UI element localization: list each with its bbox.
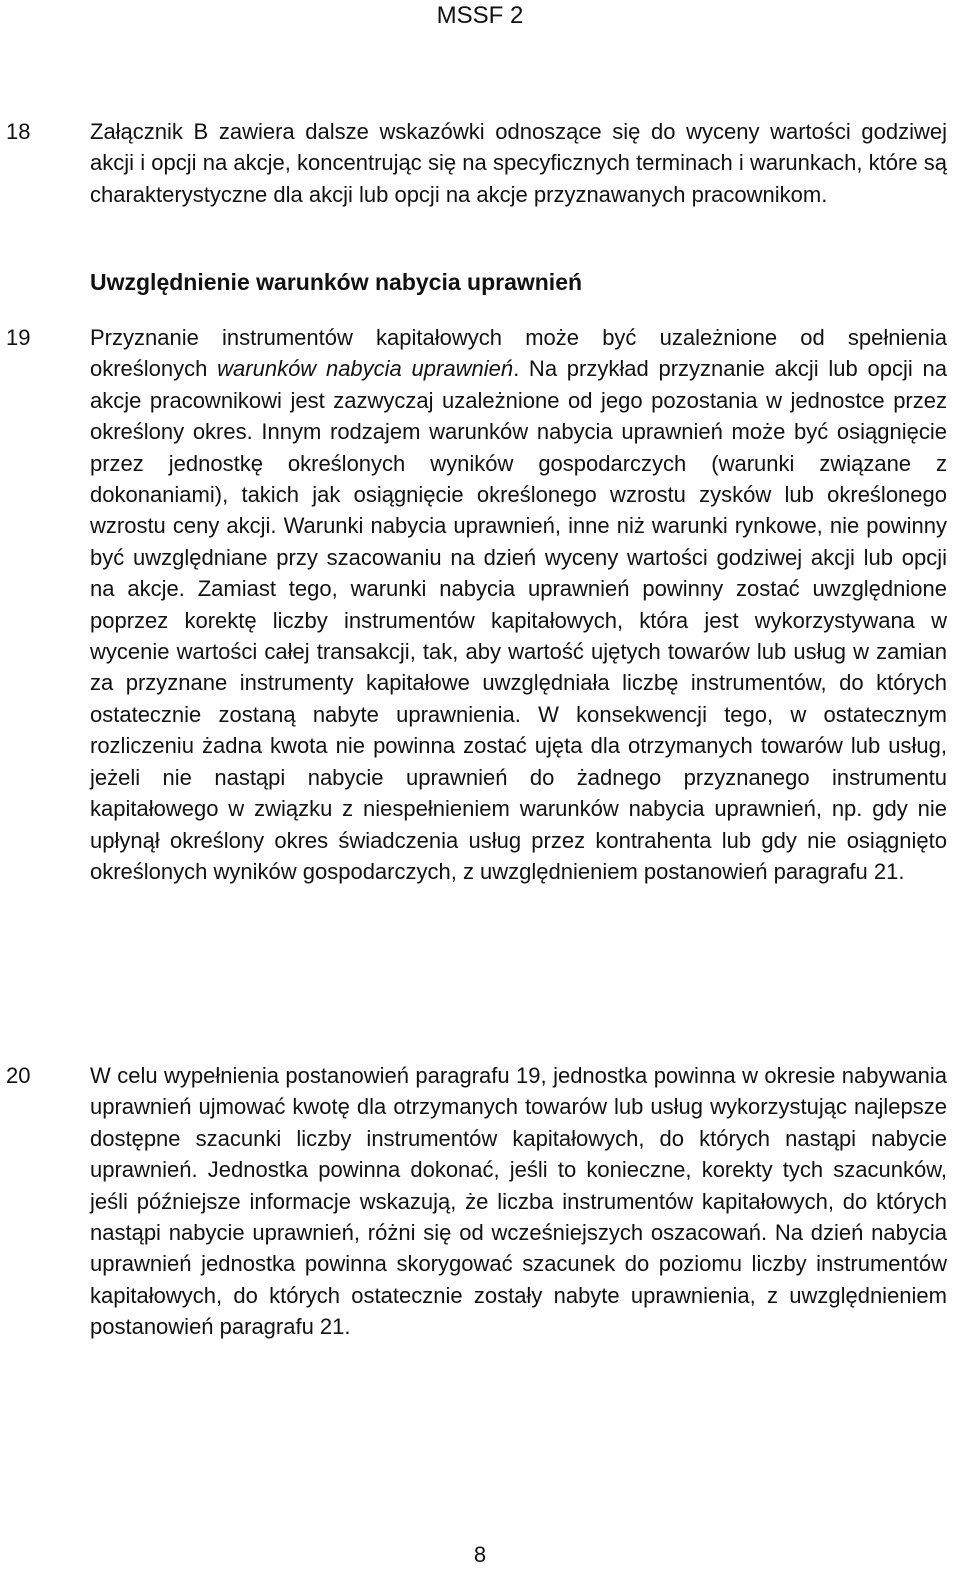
paragraph-text-rest: . Na przykład przyznanie akcji lub opcji na akcje pracownikowi jest zazwyczaj uzależnione od jego pozostania w jednostce przez określony okres. Innym rodzajem warunków nabycia uprawnień może być osiągnięcie przez jednostkę określonych wyników gospodarczych (warunki związane z dokonaniami), takich jak osiągnięcie określonego wzrostu zysków lub określonego wzrostu ceny akcji. Warunki nabycia uprawnień, inne niż warunki rynkowe, nie powinny być uwzględniane przy szacowaniu na dzień wyceny wartości godziwej akcji lub opcji na akcje. Zamiast tego, warunki nabycia uprawnień powinny zostać uwzględnione poprzez korektę liczby instrumentów kapitałowych, która jest wykorzystywana w wycenie wartości całej transakcji, tak, aby wartość ujętych towarów lub usług w zamian za przyznane instrumenty kapitałowe uwzględniała liczbę instrumentów, do których ostatecznie zostaną nabyte uprawnienia. W konsekwencji tego, w ostatecznym rozliczeniu żadna kwota nie powinna zostać ujęta dla otrzymanych towarów lub usług, jeżeli nie nastąpi nabycie uprawnień do żadnego przyznanego instrumentu kapitałowego w związku z niespełnieniem warunków nabycia uprawnień, np. gdy nie upłynął określony okres świadczenia usług przez kontrahenta lub gdy nie osiągnięto określonych wyników gospodarczych, z uwzględnieniem postanowień paragrafu 21. (90, 356, 947, 884)
paragraph-number: 19 (6, 325, 31, 350)
page-number: 8 (473, 1542, 487, 1567)
page-header-title: MSSF 2 (436, 2, 524, 29)
paragraph-number: 20 (6, 1063, 31, 1088)
paragraph-number: 18 (6, 119, 31, 144)
paragraph-term-italic: warunków nabycia uprawnień (217, 356, 514, 382)
paragraph-text-lead: Przyznanie instrumentów kapitałowych może być uzależnione od spełnienia określonych (90, 325, 947, 382)
paragraph-text: W celu wypełnienia postanowień paragrafu 19, jednostka powinna w okresie nabywania uprawnień ujmować kwotę dla otrzymanych towarów lub usług wykorzystując najlepsze dostępne szacunki liczby instrumentów kapitałowych, do których nastąpi nabycie uprawnień. Jednostka powinna dokonać, jeśli to konieczne, korekty tych szacunków, jeśli późniejsze informacje wskazują, że liczba instrumentów kapitałowych, do których nastąpi nabycie uprawnień, różni się od wcześniejszych oszacowań. Na dzień nabycia uprawnień jednostka powinna skorygować szacunek do poziomu liczby instrumentów kapitałowych, do których ostatecznie zostały nabyte uprawnienia, z uwzględnieniem postanowień paragrafu 21. (90, 1063, 947, 1340)
section-heading: Uwzględnienie warunków nabycia uprawnień (90, 269, 583, 295)
paragraph-text (90, 322, 947, 887)
paragraph-text: Załącznik B zawiera dalsze wskazówki odnoszące się do wyceny wartości godziwej akcji i opcji na akcje, koncentrując się na specyficznych terminach i warunkach, które są charakterystyczne dla akcji lub opcji na akcje przyznawanych pracownikom. (90, 119, 947, 207)
